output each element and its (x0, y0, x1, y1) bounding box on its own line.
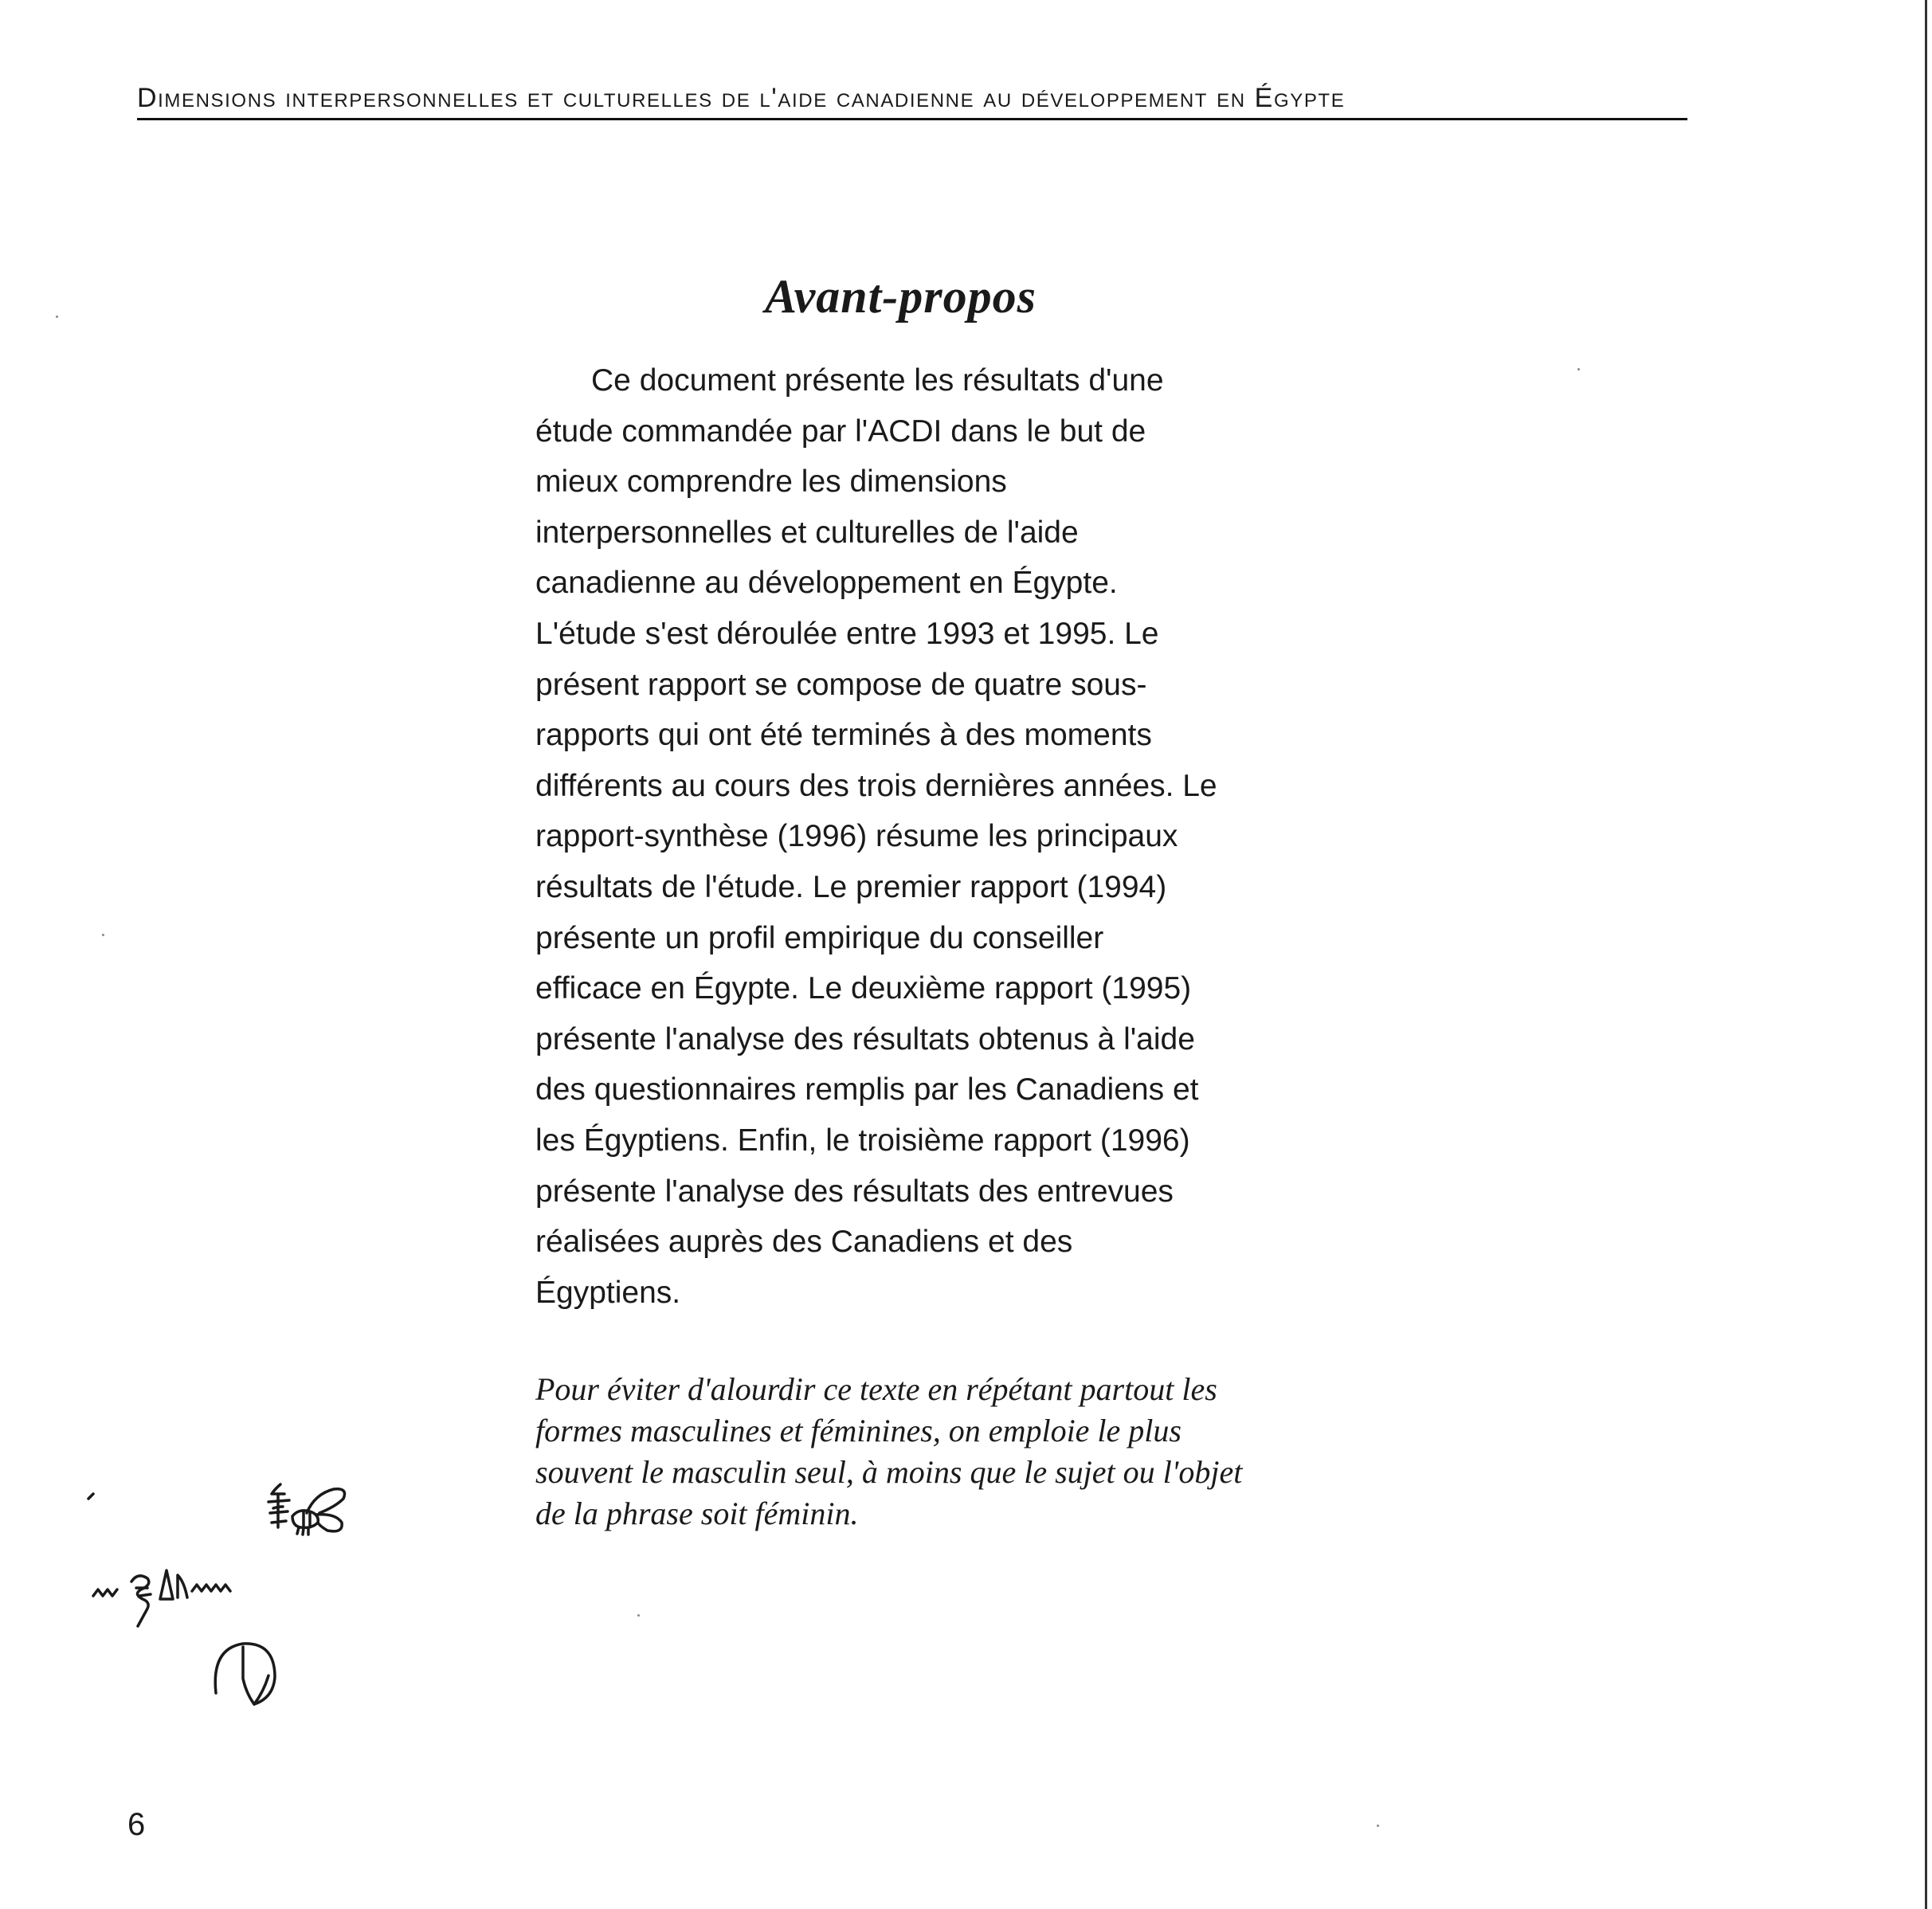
page-edge-line (1925, 0, 1927, 1909)
running-header: Dimensions interpersonnelles et culturelles de l'aide canadienne au développement en Égypte (137, 83, 1346, 113)
scan-speck (637, 1614, 640, 1617)
scan-speck (1577, 368, 1580, 370)
scan-speck (1377, 1825, 1379, 1827)
gender-note: Pour éviter d'alourdir ce texte en répétant partout les formes masculines et féminines, on emploie le plus souvent le masculin seul, à moins que le sujet ou l'objet de la phrase soit féminin. (535, 1371, 1243, 1531)
page-title: Avant-propos (765, 270, 1037, 323)
hieroglyph-logo-icon (84, 1478, 355, 1725)
scan-speck (102, 934, 104, 936)
page-number: 6 (127, 1807, 146, 1842)
body-paragraph: Ce document présente les résultats d'une étude commandée par l'ACDI dans le but de mieux comprendre les dimensions interpersonnelles et culturelles de l'aide canadienne au développement en Égypte. L'étude s'est déroulée entre 1993 et 1995. Le présent rapport se compose de quatre sous- rapports qui ont été terminés à des moments différents au cours des trois dernières années. Le rapport-synthèse (1996) résume les principaux résultats de l'étude. Le premier rapport (1994) présente un profil empirique du conseiller efficace en Égypte. Le deuxième rapport (1995) présente l'analyse des résultats obtenus à l'aide des questionnaires remplis par les Canadiens et les Égyptiens. Enfin, le troisième rapport (1996) présente l'analyse des résultats des entrevues réalisées auprès des Canadiens et des Égyptiens. (535, 363, 1217, 1310)
scan-speck (56, 316, 58, 318)
header-rule (137, 118, 1687, 120)
